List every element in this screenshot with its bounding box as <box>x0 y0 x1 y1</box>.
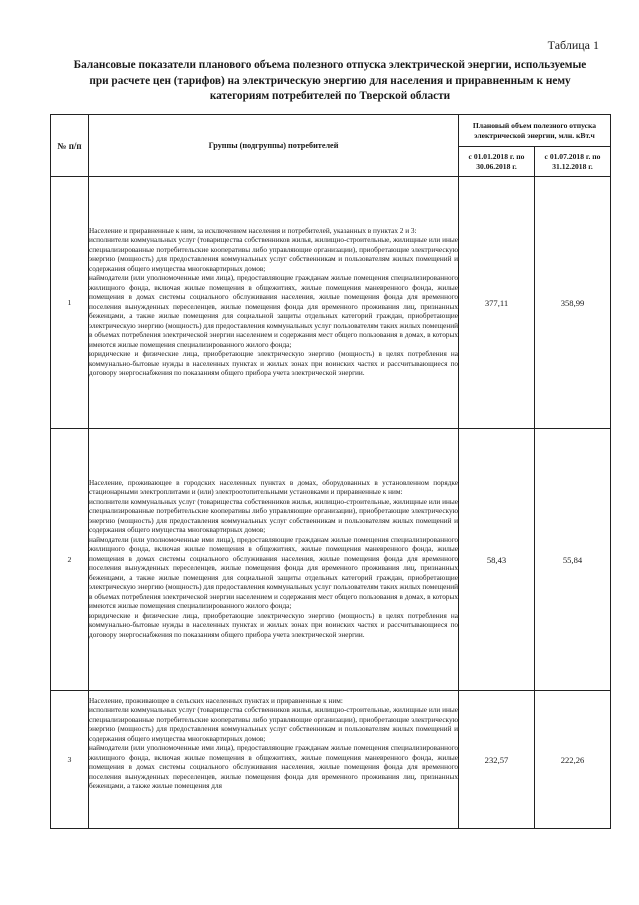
description-paragraph: Население и приравненные к ним, за исключением населения и потребителей, указанных в пунктах 2 и 3: <box>89 226 417 235</box>
table-row <box>51 429 611 691</box>
description-paragraph: юридические и физические лица, приобретающие электрическую энергию (мощность) в целях потребления на коммунально-бытовые нужды в населенных пунктах и жилых зонах при воинских частях и рассчитывающиеся по договору энергоснабжения по показаниям общего прибора учета электрической энергии. <box>89 611 458 639</box>
volume-period-1: 232,57 <box>459 691 535 829</box>
consumer-group-description <box>89 691 459 829</box>
table-number-label: Таблица 1 <box>547 38 599 52</box>
row-number: 3 <box>51 691 89 829</box>
document-title: Балансовые показатели планового объема полезного отпуска электрической энергии, используемые при расчете цен (тарифов) на электрическую энергию для населения и приравненным к нему категориям потребителей по Тверской области <box>73 59 587 102</box>
column-header-period-1: с 01.01.2018 г. по 30.06.2018 г. <box>459 147 535 177</box>
volume-period-2: 358,99 <box>535 177 611 429</box>
column-header-groups: Группы (подгруппы) потребителей <box>89 115 459 177</box>
description-paragraph: наймодатели (или уполномоченные ими лица), предоставляющие гражданам жилые помещения специализированного жилищного фонда, включая жилые помещения в общежитиях, жилые помещения маневренного фонда, жилые помещения в домах системы социального обслуживания населения, жилые помещения фонда для временного поселения вынужденных переселенцев, жилые помещения фонда для временного проживания лиц, признанных беженцами, а также жилые помещения для социальной защиты отдельных категорий граждан, приобретающие электрическую энергию (мощность) для предоставления коммунальных услуг пользователям таких жилых помещений в объемах потребления электрической энергии населением и содержания мест общего пользования в домах, в которых имеются жилые помещения специализированного жилого фонда; <box>89 535 458 611</box>
consumer-group-description <box>89 177 459 429</box>
description-paragraph: Население, проживающее в городских населенных пунктах в домах, оборудованных в установленном порядке стационарными электроплитами и (или) электроотопительными установками и приравненные к ним: <box>89 478 458 497</box>
consumer-group-description <box>89 429 459 691</box>
description-paragraph: Население, проживающее в сельских населенных пунктах и приравненные к ним: <box>89 696 343 705</box>
description-paragraph: наймодатели (или уполномоченные ими лица), предоставляющие гражданам жилые помещения специализированного жилищного фонда, включая жилые помещения в общежитиях, жилые помещения маневренного фонда, жилые помещения в домах системы социального обслуживания населения, жилые помещения фонда для временного поселения вынужденных переселенцев, жилые помещения фонда для временного проживания лиц, признанных беженцами, а также жилые помещения для социальной защиты отдельных категорий граждан, приобретающие электрическую энергию (мощность) для предоставления коммунальных услуг пользователям таких жилых помещений в объемах потребления электрической энергии населением и содержания мест общего пользования в домах, в которых имеются жилые помещения специализированного жилого фонда; <box>89 274 458 349</box>
description-paragraph: исполнители коммунальных услуг (товарищества собственников жилья, жилищно-строительные, жилищные или иные специализированные потребительские кооперативы либо управляющие организации), приобретающие электрическую энергию (мощность) для предоставления коммунальных услуг собственникам и пользователям жилых помещений и содержания общего имущества многоквартирных домов; <box>89 706 458 743</box>
volume-period-2: 222,26 <box>535 691 611 829</box>
table-row <box>51 177 611 429</box>
volume-period-1: 58,43 <box>459 429 535 691</box>
column-header-volume: Плановый объем полезного отпуска электрической энергии, млн. кВт.ч <box>459 115 611 147</box>
table-row <box>51 691 611 829</box>
volume-period-1: 377,11 <box>459 177 535 429</box>
description-paragraph: исполнители коммунальных услуг (товарищества собственников жилья, жилищно-строительные, жилищные или иные специализированные потребительские кооперативы либо управляющие организации), приобретающие электрическую энергию (мощность) для предоставления коммунальных услуг собственникам и пользователям жилых помещений и содержания общего имущества многоквартирных домов; <box>89 236 458 273</box>
column-header-period-2: с 01.07.2018 г. по 31.12.2018 г. <box>535 147 611 177</box>
row-number: 1 <box>51 177 89 429</box>
description-paragraph: юридические и физические лица, приобретающие электрическую энергию (мощность) в целях потребления на коммунально-бытовые нужды в населенных пунктах и жилых зонах при воинских частях и рассчитывающиеся по договору энергоснабжения по показаниям общего прибора учета электрической энергии. <box>89 350 458 377</box>
description-paragraph: наймодатели (или уполномоченные ими лица), предоставляющие гражданам жилые помещения специализированного жилищного фонда, включая жилые помещения в общежитиях, жилые помещения маневренного фонда, жилые помещения в домах системы социального обслуживания населения, жилые помещения фонда для временного поселения вынужденных переселенцев, жилые помещения фонда для временного проживания лиц, признанных беженцами, а также жилые помещения для <box>89 744 458 790</box>
balance-indicators-table <box>50 114 611 829</box>
column-header-number: № п/п <box>51 115 89 177</box>
row-number: 2 <box>51 429 89 691</box>
description-paragraph: исполнители коммунальных услуг (товарищества собственников жилья, жилищно-строительные, жилищные или иные специализированные потребительские кооперативы либо управляющие организации), приобретающие электрическую энергию (мощность) для предоставления коммунальных услуг собственникам и пользователям жилых помещений и содержания общего имущества многоквартирных домов; <box>89 497 458 535</box>
volume-period-2: 55,84 <box>535 429 611 691</box>
